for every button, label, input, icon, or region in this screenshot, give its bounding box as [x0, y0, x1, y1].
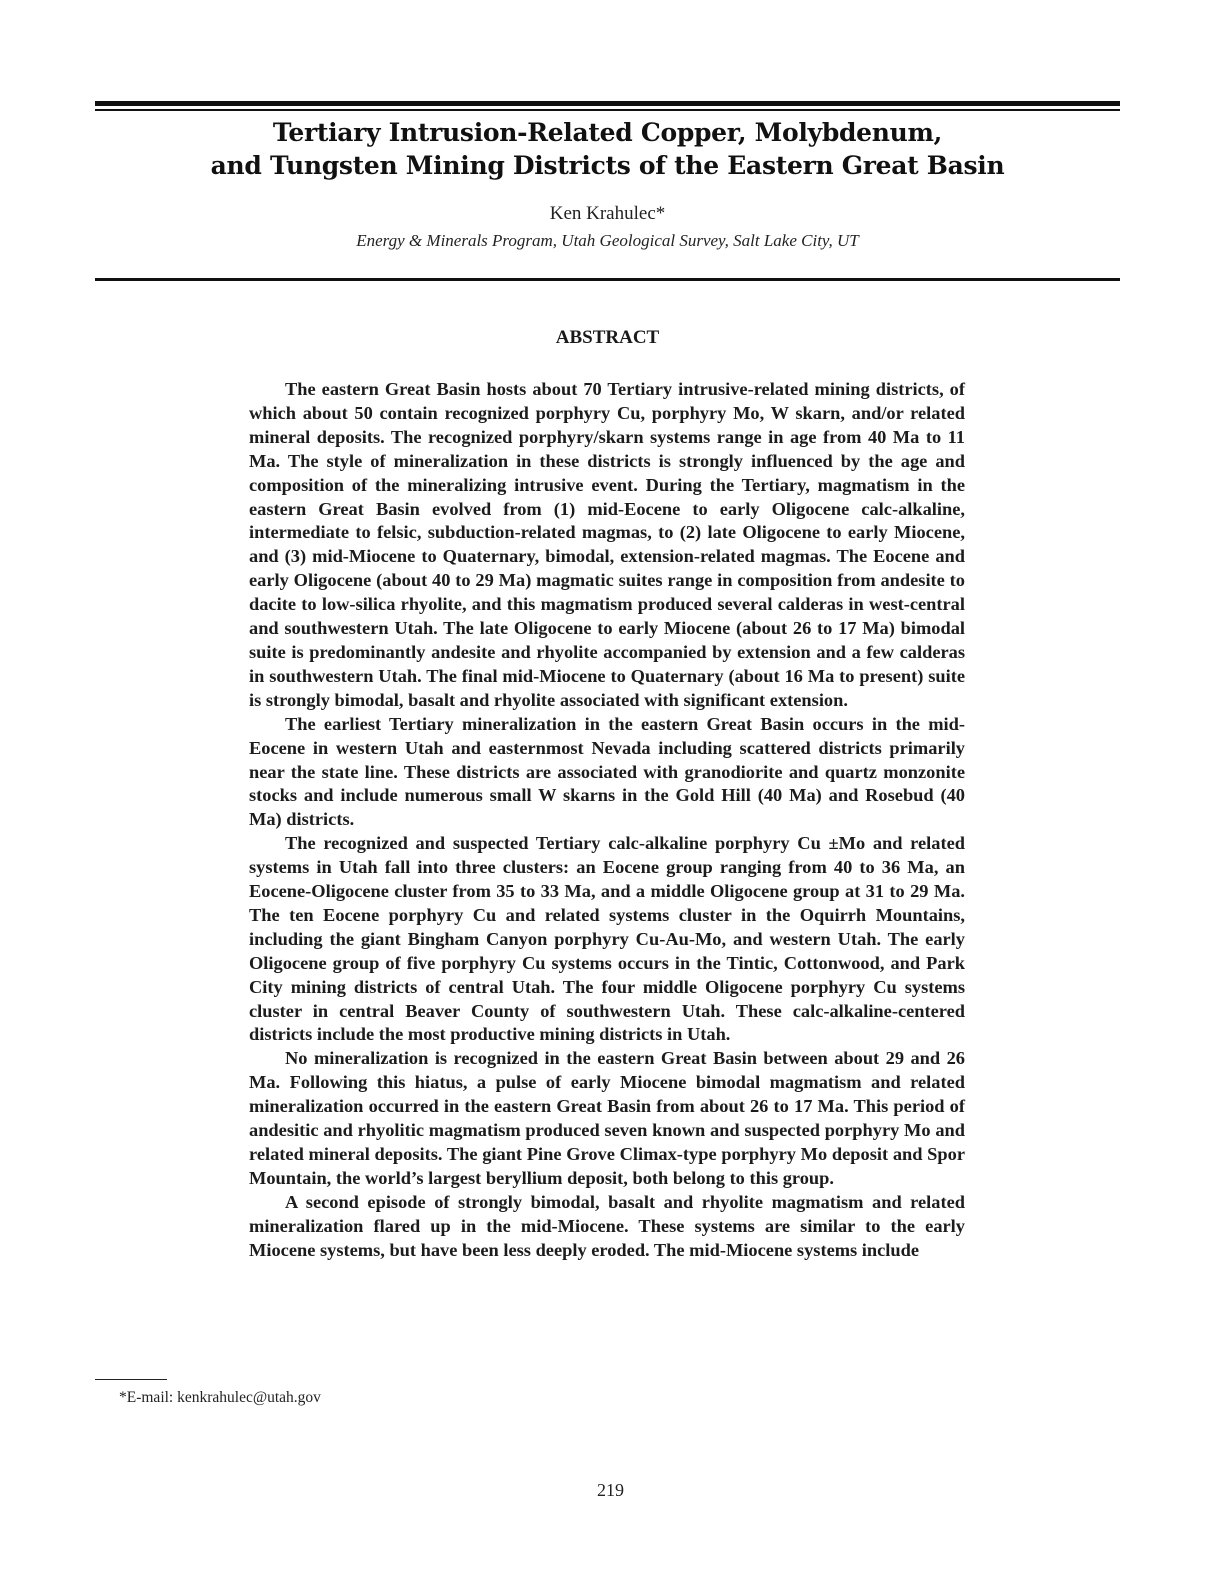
footnote-rule	[95, 1379, 167, 1380]
top-rule-thin	[95, 109, 1120, 111]
header-divider	[95, 278, 1120, 281]
abstract-paragraph: The eastern Great Basin hosts about 70 Tertiary intrusive-related mining districts, of which about 50 contain recognized porphyry Cu, porphyry Mo, W skarn, and/or related mineral deposits. The recognized porphyry/skarn systems range in age from 40 Ma to 11 Ma. The style of mineralization in these districts is strongly influenced by the age and composition of the mineralizing intrusive event. During the Tertiary, magmatism in the eastern Great Basin evolved from (1) mid-Eocene to early Oligocene calc-alkaline, intermediate to felsic, subduction-related magmas, to (2) late Oligocene to early Miocene, and (3) mid-Miocene to Quaternary, bimodal, extension-related magmas. The Eocene and early Oligocene (about 40 to 29 Ma) magmatic suites range in composition from andesite to dacite to low-silica rhyolite, and this magmatism produced several calderas in west-central and southwestern Utah. The late Oligocene to early Miocene (about 26 to 17 Ma) bimodal suite is predominantly andesite and rhyolite accompanied by extension and a few calderas in southwestern Utah. The final mid-Miocene to Quaternary (about 16 Ma to present) suite is strongly bimodal, basalt and rhyolite associated with significant extension.	[249, 379, 965, 710]
paper-title	[95, 116, 1120, 182]
abstract-paragraph: The recognized and suspected Tertiary calc-alkaline porphyry Cu ±Mo and related systems in Utah fall into three clusters: an Eocene group ranging from 40 to 36 Ma, an Eocene-Oligocene cluster from 35 to 33 Ma, and a middle Oligocene group at 31 to 29 Ma. The ten Eocene porphyry Cu and related systems cluster in the Oquirrh Mountains, including the giant Bingham Canyon porphyry Cu-Au-Mo, and western Utah. The early Oligocene group of five porphyry Cu systems occurs in the Tintic, Cottonwood, and Park City mining districts of central Utah. The four middle Oligocene porphyry Cu systems cluster in central Beaver County of southwestern Utah. These calc-alkaline-centered districts include the most productive mining districts in Utah.	[249, 833, 965, 1045]
author-affiliation: Energy & Minerals Program, Utah Geological Survey, Salt Lake City, UT	[356, 231, 859, 250]
top-rule-thick	[95, 101, 1120, 106]
page-number: 219	[597, 1480, 624, 1500]
title-line-2: and Tungsten Mining Districts of the Eastern Great Basin	[210, 151, 1005, 180]
abstract-paragraph: The earliest Tertiary mineralization in the eastern Great Basin occurs in the mid-Eocene in western Utah and easternmost Nevada including scattered districts primarily near the state line. These districts are associated with granodiorite and quartz monzonite stocks and include numerous small W skarns in the Gold Hill (40 Ma) and Rosebud (40 Ma) districts.	[249, 713, 965, 830]
abstract-paragraph: A second episode of strongly bimodal, basalt and rhyolite magmatism and related mineralization flared up in the mid-Miocene. These systems are similar to the early Miocene systems, but have been less deeply eroded. The mid-Miocene systems include	[249, 1191, 965, 1260]
footnote-email: *E-mail: kenkrahulec@utah.gov	[119, 1389, 321, 1406]
abstract-body	[249, 378, 965, 1263]
title-line-1: Tertiary Intrusion-Related Copper, Molybdenum,	[272, 118, 943, 147]
abstract-heading: ABSTRACT	[555, 327, 660, 348]
author-name: Ken Krahulec*	[549, 203, 666, 224]
abstract-paragraph: No mineralization is recognized in the eastern Great Basin between about 29 and 26 Ma. Following this hiatus, a pulse of early Miocene bimodal magmatism and related mineralization occurred in the eastern Great Basin from about 26 to 17 Ma. This period of andesitic and rhyolitic magmatism produced seven known and suspected porphyry Mo and related mineral deposits. The giant Pine Grove Climax-type porphyry Mo deposit and Spor Mountain, the world’s largest beryllium deposit, both belong to this group.	[249, 1048, 965, 1188]
